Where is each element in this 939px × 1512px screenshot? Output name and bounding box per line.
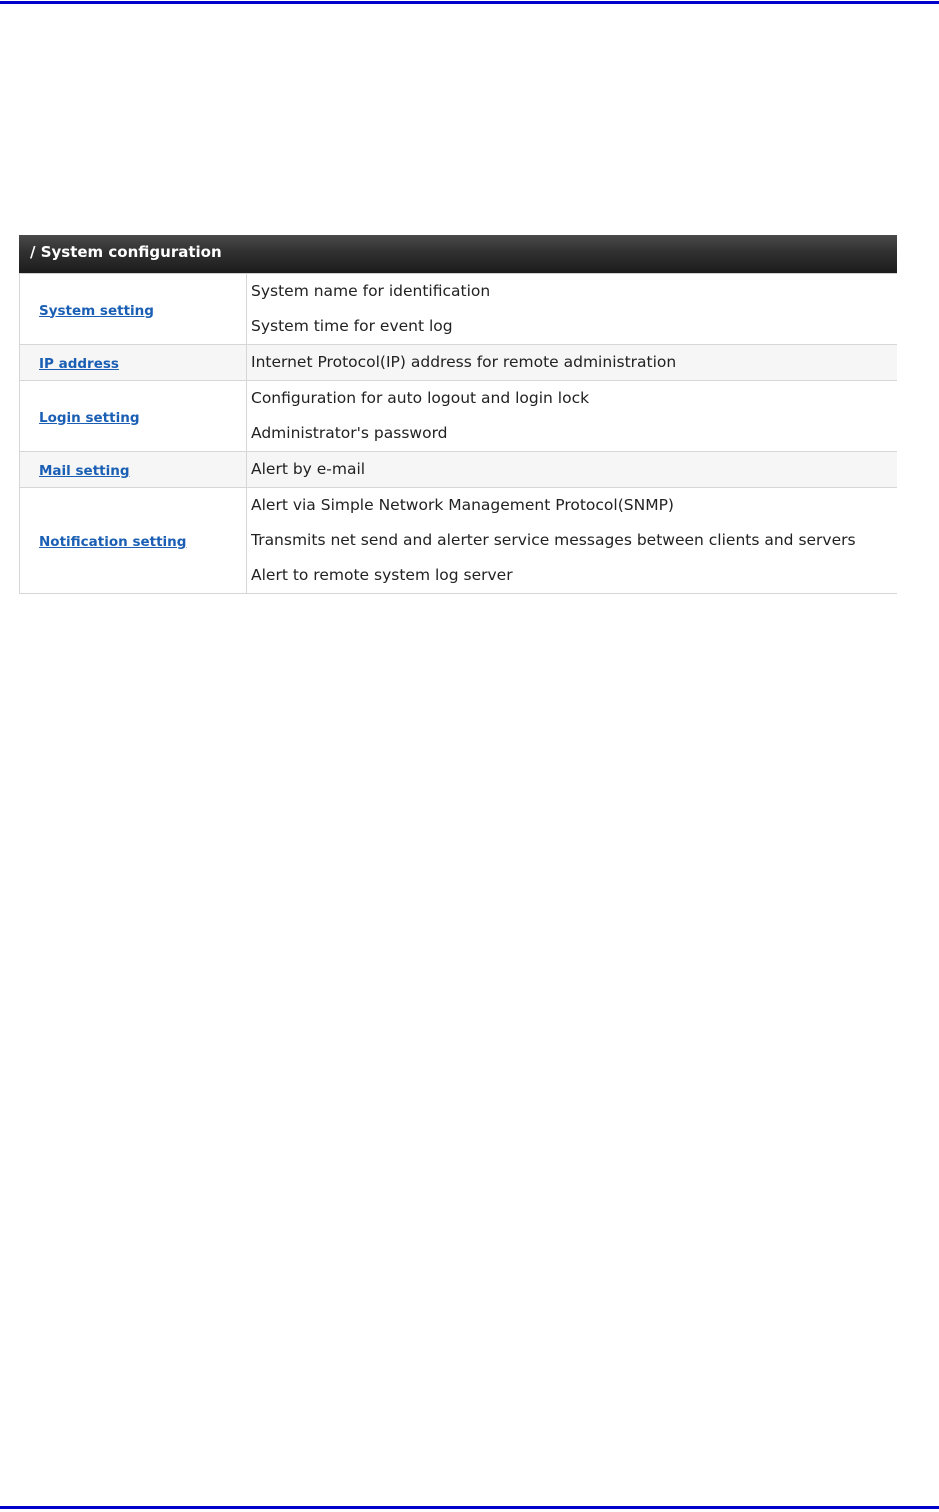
- description-line: Transmits net send and alerter service messages between clients and servers: [251, 531, 856, 549]
- description-line: Administrator's password: [251, 424, 448, 442]
- setting-description-cell: [247, 488, 898, 594]
- setting-name-cell: [20, 345, 247, 381]
- description-line: System time for event log: [251, 317, 453, 335]
- notification-setting-link[interactable]: Notification setting: [39, 534, 187, 550]
- description-line: Internet Protocol(IP) address for remote administration: [251, 353, 677, 371]
- system-setting-link[interactable]: System setting: [39, 302, 154, 319]
- setting-description-cell: [247, 381, 898, 452]
- mail-setting-link[interactable]: Mail setting: [39, 463, 130, 479]
- setting-description-cell: [247, 452, 898, 488]
- setting-description-cell: [247, 345, 898, 381]
- bottom-rule: [0, 1506, 939, 1509]
- table-row: [20, 381, 898, 452]
- description-line: System name for identification: [251, 282, 491, 300]
- panel-title: / System configuration: [19, 235, 897, 274]
- setting-description-cell: [247, 274, 898, 345]
- setting-name-cell: [20, 381, 247, 452]
- setting-name-cell: [20, 488, 247, 594]
- description-line: Alert via Simple Network Management Protocol(SNMP): [251, 496, 674, 514]
- setting-name-cell: [20, 274, 247, 345]
- table-row: [20, 274, 898, 345]
- description-line: Configuration for auto logout and login lock: [251, 389, 590, 407]
- system-configuration-panel: [19, 235, 897, 594]
- table-row: [20, 488, 898, 594]
- configuration-table: [19, 274, 897, 594]
- table-row: [20, 345, 898, 381]
- top-rule: [0, 1, 939, 4]
- ip-address-link[interactable]: IP address: [39, 356, 119, 372]
- setting-name-cell: [20, 452, 247, 488]
- description-line: Alert to remote system log server: [251, 566, 513, 584]
- description-line: Alert by e-mail: [251, 460, 366, 478]
- login-setting-link[interactable]: Login setting: [39, 409, 140, 426]
- table-row: [20, 452, 898, 488]
